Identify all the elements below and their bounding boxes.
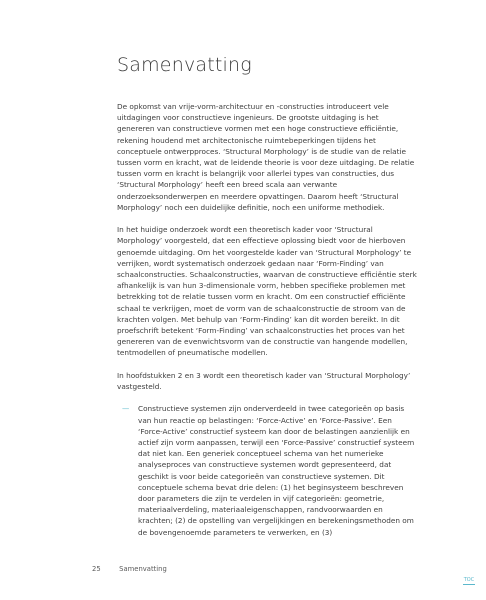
- toc-underline: [463, 584, 475, 585]
- toc-link[interactable]: [462, 577, 476, 585]
- list-item: [117, 403, 417, 537]
- page-title: Samenvatting: [117, 54, 252, 76]
- bullet-text: Constructieve systemen zijn onderverdeeld in twee categorieën op basis van hun reactie op belastingen: ‘Force-Active’ en ‘Force-Passive’. Een ‘Force-Active’ constructief systeem kan door de belastingen aanzienlijk en actief zijn vorm aanpassen, terwijl een ‘Force-Passive’ constructief systeem dat niet kan. Een generiek conceptueel schema van het numerieke analyseproces van constructieve systemen wordt gepresenteerd, dat geschikt is voor beide categorieën van constructieve systemen. Dit conceptuele schema bevat drie delen: (1) het beginsysteem beschreven door parameters die zijn te verdelen in vijf categorieën: geometrie, materiaalverdeling, materiaaleigenschappen, randvoorwaarden en krachten; (2) de opstelling van vergelijkingen en berekeningsmethoden om de bovengenoemde parameters te verwerken, en (3): [138, 404, 415, 537]
- paragraph-1: De opkomst van vrije-vorm-architectuur en -constructies introduceert vele uitdagingen voor constructieve ingenieurs. De grootste uitdaging is het genereren van constructieve vormen met een hoge constructieve efficiëntie, rekening houdend met architectonische ruimtebeperkingen tijdens het conceptuele ontwerpproces. ‘Structural Morphology’ is de studie van de relatie tussen vorm en kracht, wat de leidende theorie is voor deze uitdaging. De relatie tussen vorm en kracht is belangrijk voor allerlei types van constructies, dus ‘Structural Morphology’ heeft een breed scala aan verwante onderzoeksonderwerpen en meerdere opvattingen. Daarom heeft ‘Structural Morphology’ noch een duidelijke definitie, noch een uniforme methodiek.: [117, 102, 415, 212]
- bullet-marker: —: [122, 404, 130, 414]
- body-text: [117, 101, 417, 538]
- paragraph-2: In het huidige onderzoek wordt een theoretisch kader voor ‘Structural Morphology’ voorgesteld, dat een effectieve oplossing biedt voor de hierboven genoemde uitdaging. Om het voorgestelde kader van ‘Structural Morphology’ te verrijken, wordt systematisch onderzoek gedaan naar ‘Form-Finding’ van schaalconstructies. Schaalconstructies, waarvan de constructieve efficiëntie sterk afhankelijk is van hun 3-dimensionale vorm, hebben specifieke problemen met betrekking tot de relatie tussen vorm en kracht. Om een constructief efficiënte schaal te verkrijgen, moet de vorm van de schaalconstructie de stroom van de krachten volgen. Met behulp van ‘Form-Finding’ kan dit worden bereikt. In dit proefschrift betekent ‘Form-Finding’ van schaalconstructies het proces van het genereren van de evenwichtsvorm van de constructie van hangende modellen, tentmodellen of pneumatische modellen.: [117, 225, 417, 358]
- bullet-list: [117, 403, 417, 537]
- page-number: 25: [92, 565, 101, 573]
- toc-label: TOC: [463, 577, 475, 583]
- page-footer: [92, 565, 167, 573]
- paragraph-3: In hoofdstukken 2 en 3 wordt een theoretisch kader van ‘Structural Morphology’ vastgesteld.: [117, 370, 411, 392]
- running-section-title: Samenvatting: [119, 565, 167, 573]
